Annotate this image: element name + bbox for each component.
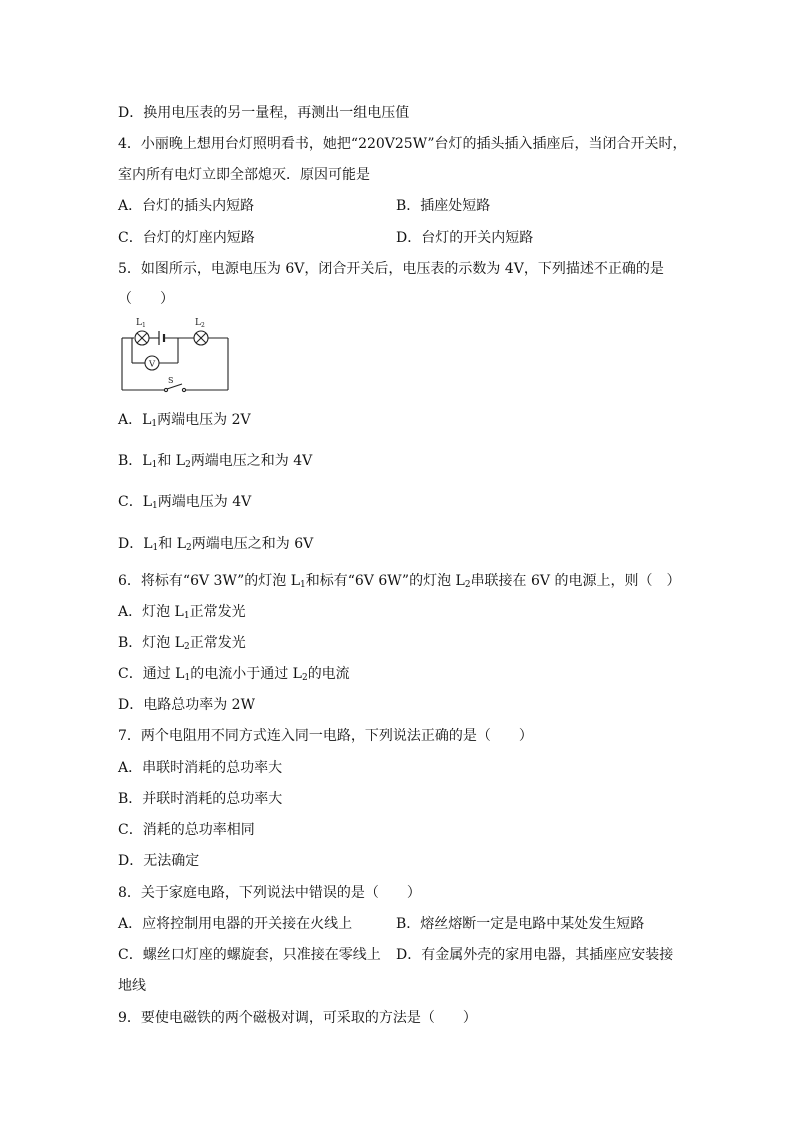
q7-option-a: A．串联时消耗的总功率大 — [118, 760, 283, 776]
q8-stem: 8．关于家庭电路，下列说法中错误的是（ ） — [118, 885, 421, 901]
q6-option-a: A．灯泡 $L_1$正常发光 — [118, 604, 246, 621]
circuit-diagram — [112, 312, 236, 394]
q6-option-b: B．灯泡 $L_2$正常发光 — [118, 635, 246, 652]
q4-stem-line2: 室内所有电灯立即全部熄灭．原因可能是 — [118, 167, 370, 183]
q9-stem: 9．要使电磁铁的两个磁极对调，可采取的方法是（ ） — [118, 1010, 477, 1026]
switch-icon — [164, 384, 185, 392]
q5-stem-line1: 5．如图所示，电源电压为 6V，闭合开关后，电压表的示数为 4V，下列描述不正确的是 — [118, 261, 664, 277]
q6-option-d: D．电路总功率为 2W — [118, 697, 255, 713]
q5-option-b: B．$L_1$和 $L_2$两端电压之和为 4V — [118, 453, 313, 470]
q8-option-b: B．熔丝熔断一定是电路中某处发生短路 — [396, 916, 645, 932]
label-voltmeter: V — [149, 359, 156, 370]
q8-option-d-continued: 地线 — [118, 978, 146, 994]
q4-option-a: A．台灯的插头内短路 — [118, 198, 255, 214]
lamp-l2-icon — [194, 331, 208, 345]
q7-option-d: D．无法确定 — [118, 853, 200, 869]
q4-stem-line1: 4．小丽晚上想用台灯照明看书，她把“220V25W”台灯的插头插入插座后，当闭合开关时， — [118, 136, 687, 152]
q4-option-c: C．台灯的灯座内短路 — [118, 230, 255, 246]
q4-option-d: D．台灯的开关内短路 — [396, 230, 534, 246]
q3-option-d: D．换用电压表的另一量程，再测出一组电压值 — [118, 105, 410, 121]
q8-option-c: C．螺丝口灯座的螺旋套，只准接在零线上 — [118, 947, 381, 963]
q6-option-c: C．通过 $L_1$的电流小于通过 $L_2$的电流 — [118, 666, 350, 683]
q7-stem: 7．两个电阻用不同方式连入同一电路，下列说法正确的是（ ） — [118, 728, 533, 744]
battery-icon — [159, 331, 164, 345]
q8-option-d: D．有金属外壳的家用电器，其插座应安装接 — [396, 947, 674, 963]
label-l1: $L_1$ — [136, 318, 146, 329]
q5-stem-line2: （ ） — [118, 291, 174, 307]
q7-option-b: B．并联时消耗的总功率大 — [118, 791, 283, 807]
q4-option-b: B．插座处短路 — [396, 198, 491, 214]
label-switch: S — [168, 376, 174, 385]
q5-option-a: A．$L_1$两端电压为 2V — [118, 412, 251, 429]
q7-option-c: C．消耗的总功率相同 — [118, 822, 255, 838]
q8-option-a: A．应将控制用电器的开关接在火线上 — [118, 916, 353, 932]
label-l2: $L_2$ — [195, 318, 205, 329]
q5-option-c: C．$L_1$两端电压为 4V — [118, 494, 252, 511]
q6-stem: 6．将标有“6V 3W”的灯泡 $L_1$和标有“6V 6W”的灯泡 $L_2$串联接在 6V 的电源上，则（ ） — [118, 573, 681, 590]
lamp-l1-icon — [135, 331, 149, 345]
q5-option-d: D．$L_1$和 $L_2$两端电压之和为 6V — [118, 536, 314, 553]
